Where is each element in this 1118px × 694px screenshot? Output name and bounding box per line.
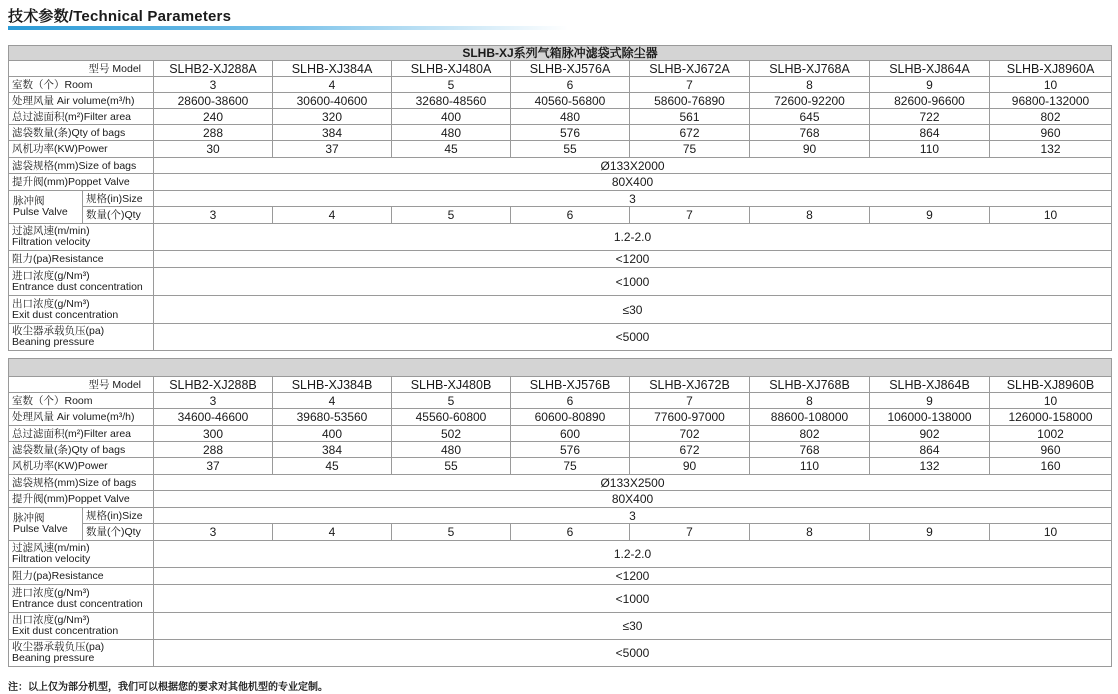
filtration-label-cn: 过滤风速(m/min) xyxy=(12,225,90,237)
room-cell: 3 xyxy=(154,393,273,409)
size-bags-row xyxy=(9,475,1112,491)
filter-area-row xyxy=(9,109,1112,125)
model-cell: SLHB-XJ576A xyxy=(511,61,630,77)
model-row xyxy=(9,377,1112,393)
size-bags-label: 滤袋规格(mm)Size of bags xyxy=(9,158,154,174)
filter-area-cell: 240 xyxy=(154,109,273,125)
filtration-row xyxy=(9,541,1112,568)
air-volume-cell: 30600-40600 xyxy=(273,93,392,109)
power-cell: 75 xyxy=(511,458,630,475)
entrance-label-cn: 进口浓度(g/Nm³) xyxy=(12,269,90,282)
room-cell: 10 xyxy=(990,393,1112,409)
air-volume-cell: 72600-92200 xyxy=(750,93,870,109)
air-volume-label: 处理风量 Air volume(m³/h) xyxy=(9,93,154,109)
poppet-label: 提升阀(mm)Poppet Valve xyxy=(9,174,154,191)
qty-bags-cell: 384 xyxy=(273,442,392,458)
qty-bags-row xyxy=(9,442,1112,458)
pulse-valve-label xyxy=(9,191,83,224)
bearing-label-en: Beaning pressure xyxy=(12,652,95,664)
air-volume-cell: 106000-138000 xyxy=(870,409,990,426)
filter-area-cell: 702 xyxy=(630,426,750,442)
model-cell: SLHB-XJ480A xyxy=(392,61,511,77)
poppet-row xyxy=(9,491,1112,508)
bearing-value: <5000 xyxy=(154,640,1112,667)
air-volume-cell: 34600-46600 xyxy=(154,409,273,426)
pulse-size-label: 规格(in)Size xyxy=(83,508,154,524)
power-cell: 30 xyxy=(154,141,273,158)
room-cell: 5 xyxy=(392,77,511,93)
poppet-value: 80X400 xyxy=(154,174,1112,191)
page-title: 技术参数/Technical Parameters xyxy=(8,8,232,25)
pulse-qty-label: 数量(个)Qty xyxy=(83,524,154,541)
room-cell: 5 xyxy=(392,393,511,409)
pulse-qty-cell: 3 xyxy=(154,524,273,541)
power-cell: 132 xyxy=(990,141,1112,158)
qty-bags-cell: 960 xyxy=(990,125,1112,141)
model-cell: SLHB2-XJ288A xyxy=(154,61,273,77)
resistance-value: <1200 xyxy=(154,568,1112,585)
room-cell: 7 xyxy=(630,393,750,409)
poppet-label: 提升阀(mm)Poppet Valve xyxy=(9,491,154,508)
pulse-qty-cell: 8 xyxy=(750,207,870,224)
air-volume-cell: 77600-97000 xyxy=(630,409,750,426)
filter-area-cell: 480 xyxy=(511,109,630,125)
pulse-qty-cell: 7 xyxy=(630,207,750,224)
air-volume-cell: 39680-53560 xyxy=(273,409,392,426)
pulse-qty-cell: 9 xyxy=(870,207,990,224)
exit-label-en: Exit dust concentration xyxy=(12,625,119,637)
pulse-qty-cell: 6 xyxy=(511,207,630,224)
pulse-valve-label-en: Pulse Valve xyxy=(13,206,68,218)
exit-label xyxy=(9,296,154,324)
pulse-qty-cell: 10 xyxy=(990,524,1112,541)
filter-area-cell: 645 xyxy=(750,109,870,125)
power-cell: 37 xyxy=(273,141,392,158)
filter-area-cell: 1002 xyxy=(990,426,1112,442)
room-cell: 8 xyxy=(750,393,870,409)
air-volume-label: 处理风量 Air volume(m³/h) xyxy=(9,409,154,426)
power-cell: 110 xyxy=(870,141,990,158)
room-cell: 9 xyxy=(870,77,990,93)
footnote: 注：以上仅为部分机型，我们可以根据您的要求对其他机型的专业定制。 xyxy=(8,682,328,693)
bearing-row xyxy=(9,640,1112,667)
pulse-size-row xyxy=(9,191,1112,207)
qty-bags-cell: 576 xyxy=(511,442,630,458)
pulse-size-value: 3 xyxy=(154,191,1112,207)
pulse-qty-label: 数量(个)Qty xyxy=(83,207,154,224)
pulse-qty-cell: 5 xyxy=(392,207,511,224)
room-cell: 7 xyxy=(630,77,750,93)
room-row xyxy=(9,77,1112,93)
pulse-qty-cell: 10 xyxy=(990,207,1112,224)
exit-value: ≤30 xyxy=(154,613,1112,640)
filter-area-label: 总过滤面积(m²)Filter area xyxy=(9,109,154,125)
filtration-value: 1.2-2.0 xyxy=(154,224,1112,251)
size-bags-label: 滤袋规格(mm)Size of bags xyxy=(9,475,154,491)
power-cell: 132 xyxy=(870,458,990,475)
model-cell: SLHB-XJ672A xyxy=(630,61,750,77)
qty-bags-cell: 960 xyxy=(990,442,1112,458)
air-volume-cell: 32680-48560 xyxy=(392,93,511,109)
qty-bags-cell: 480 xyxy=(392,442,511,458)
entrance-label-cn: 进口浓度(g/Nm³) xyxy=(12,586,90,599)
filtration-row xyxy=(9,224,1112,251)
filtration-label xyxy=(9,224,154,251)
power-cell: 37 xyxy=(154,458,273,475)
bearing-label-cn: 收尘器承载负压(pa) xyxy=(12,325,105,337)
bearing-row xyxy=(9,324,1112,351)
size-bags-value: Ø133X2000 xyxy=(154,158,1112,174)
entrance-label-en: Entrance dust concentration xyxy=(12,597,143,610)
qty-bags-cell: 384 xyxy=(273,125,392,141)
room-cell: 4 xyxy=(273,393,392,409)
air-volume-cell: 96800-132000 xyxy=(990,93,1112,109)
qty-bags-cell: 864 xyxy=(870,442,990,458)
qty-bags-cell: 864 xyxy=(870,125,990,141)
filter-area-cell: 802 xyxy=(990,109,1112,125)
air-volume-cell: 45560-60800 xyxy=(392,409,511,426)
power-cell: 55 xyxy=(511,141,630,158)
model-row xyxy=(9,61,1112,77)
model-cell: SLHB-XJ576B xyxy=(511,377,630,393)
filter-area-cell: 400 xyxy=(392,109,511,125)
exit-label-cn: 出口浓度(g/Nm³) xyxy=(12,614,90,626)
spec-table-b xyxy=(8,358,1112,667)
pulse-qty-cell: 4 xyxy=(273,207,392,224)
room-cell: 9 xyxy=(870,393,990,409)
filtration-label-en: Filtration velocity xyxy=(12,236,91,248)
pulse-qty-row xyxy=(9,207,1112,224)
bearing-label xyxy=(9,640,154,667)
exit-row xyxy=(9,613,1112,640)
model-cell: SLHB-XJ672B xyxy=(630,377,750,393)
filter-area-cell: 502 xyxy=(392,426,511,442)
air-volume-cell: 60600-80890 xyxy=(511,409,630,426)
room-cell: 6 xyxy=(511,77,630,93)
model-cell: SLHB-XJ480B xyxy=(392,377,511,393)
power-label: 风机功率(KW)Power xyxy=(9,458,154,475)
filter-area-cell: 802 xyxy=(750,426,870,442)
entrance-label xyxy=(9,268,154,296)
pulse-qty-row xyxy=(9,524,1112,541)
exit-label-en: Exit dust concentration xyxy=(12,308,119,321)
air-volume-cell: 126000-158000 xyxy=(990,409,1112,426)
size-bags-row xyxy=(9,158,1112,174)
power-cell: 160 xyxy=(990,458,1112,475)
exit-value: ≤30 xyxy=(154,296,1112,324)
filter-area-cell: 561 xyxy=(630,109,750,125)
qty-bags-cell: 768 xyxy=(750,125,870,141)
poppet-row xyxy=(9,174,1112,191)
pulse-qty-cell: 7 xyxy=(630,524,750,541)
qty-bags-cell: 288 xyxy=(154,125,273,141)
pulse-valve-label-cn: 脉冲阀 xyxy=(13,195,45,207)
entrance-label-en: Entrance dust concentration xyxy=(12,280,143,293)
entrance-value: <1000 xyxy=(154,268,1112,296)
resistance-value: <1200 xyxy=(154,251,1112,268)
air-volume-row xyxy=(9,93,1112,109)
qty-bags-cell: 576 xyxy=(511,125,630,141)
entrance-value: <1000 xyxy=(154,585,1112,613)
exit-label-cn: 出口浓度(g/Nm³) xyxy=(12,297,90,310)
room-cell: 8 xyxy=(750,77,870,93)
table-title: SLHB-XJ系列气箱脉冲滤袋式除尘器 xyxy=(9,46,1112,61)
qty-bags-cell: 768 xyxy=(750,442,870,458)
pulse-size-row xyxy=(9,508,1112,524)
power-row xyxy=(9,141,1112,158)
room-cell: 10 xyxy=(990,77,1112,93)
pulse-qty-cell: 5 xyxy=(392,524,511,541)
pulse-qty-cell: 3 xyxy=(154,207,273,224)
model-cell: SLHB-XJ768B xyxy=(750,377,870,393)
qty-bags-cell: 288 xyxy=(154,442,273,458)
qty-bags-cell: 672 xyxy=(630,125,750,141)
power-cell: 75 xyxy=(630,141,750,158)
filter-area-row xyxy=(9,426,1112,442)
resistance-row xyxy=(9,251,1112,268)
power-label: 风机功率(KW)Power xyxy=(9,141,154,158)
pulse-qty-cell: 4 xyxy=(273,524,392,541)
model-cell: SLHB-XJ384A xyxy=(273,61,392,77)
pulse-qty-cell: 9 xyxy=(870,524,990,541)
filtration-label-cn: 过滤风速(m/min) xyxy=(12,542,90,554)
qty-bags-cell: 480 xyxy=(392,125,511,141)
filter-area-label: 总过滤面积(m²)Filter area xyxy=(9,426,154,442)
bearing-label-en: Beaning pressure xyxy=(12,336,95,348)
separator-bar xyxy=(9,359,1112,377)
room-label: 室数（个）Room xyxy=(9,393,154,409)
power-cell: 110 xyxy=(750,458,870,475)
power-cell: 55 xyxy=(392,458,511,475)
model-label: 型号 Model xyxy=(9,377,154,393)
filter-area-cell: 300 xyxy=(154,426,273,442)
power-cell: 90 xyxy=(750,141,870,158)
pulse-qty-cell: 8 xyxy=(750,524,870,541)
air-volume-row xyxy=(9,409,1112,426)
bearing-label-cn: 收尘器承载负压(pa) xyxy=(12,641,105,653)
model-cell: SLHB-XJ864A xyxy=(870,61,990,77)
qty-bags-cell: 672 xyxy=(630,442,750,458)
power-cell: 45 xyxy=(273,458,392,475)
qty-bags-row xyxy=(9,125,1112,141)
filter-area-cell: 722 xyxy=(870,109,990,125)
filter-area-cell: 600 xyxy=(511,426,630,442)
poppet-value: 80X400 xyxy=(154,491,1112,508)
filtration-value: 1.2-2.0 xyxy=(154,541,1112,568)
filter-area-cell: 902 xyxy=(870,426,990,442)
power-cell: 45 xyxy=(392,141,511,158)
filter-area-cell: 320 xyxy=(273,109,392,125)
filtration-label xyxy=(9,541,154,568)
pulse-valve-label-en: Pulse Valve xyxy=(13,523,68,535)
pulse-size-value: 3 xyxy=(154,508,1112,524)
pulse-size-label: 规格(in)Size xyxy=(83,191,154,207)
air-volume-cell: 40560-56800 xyxy=(511,93,630,109)
air-volume-cell: 82600-96600 xyxy=(870,93,990,109)
filter-area-cell: 400 xyxy=(273,426,392,442)
model-cell: SLHB-XJ384B xyxy=(273,377,392,393)
qty-bags-label: 滤袋数量(条)Qty of bags xyxy=(9,125,154,141)
title-underline xyxy=(8,26,568,30)
air-volume-cell: 28600-38600 xyxy=(154,93,273,109)
table-title-row xyxy=(9,46,1112,61)
pulse-valve-label xyxy=(9,508,83,541)
room-cell: 3 xyxy=(154,77,273,93)
filtration-label-en: Filtration velocity xyxy=(12,553,91,565)
spec-table-a xyxy=(8,45,1112,351)
bearing-value: <5000 xyxy=(154,324,1112,351)
pulse-valve-label-cn: 脉冲阀 xyxy=(13,512,45,524)
room-label: 室数（个）Room xyxy=(9,77,154,93)
bearing-label xyxy=(9,324,154,351)
model-cell: SLHB-XJ768A xyxy=(750,61,870,77)
resistance-label: 阻力(pa)Resistance xyxy=(9,568,154,585)
resistance-row xyxy=(9,568,1112,585)
resistance-label: 阻力(pa)Resistance xyxy=(9,251,154,268)
model-cell: SLHB-XJ864B xyxy=(870,377,990,393)
separator-row xyxy=(9,359,1112,377)
model-cell: SLHB2-XJ288B xyxy=(154,377,273,393)
qty-bags-label: 滤袋数量(条)Qty of bags xyxy=(9,442,154,458)
entrance-label xyxy=(9,585,154,613)
model-cell: SLHB-XJ8960A xyxy=(990,61,1112,77)
pulse-qty-cell: 6 xyxy=(511,524,630,541)
exit-label xyxy=(9,613,154,640)
size-bags-value: Ø133X2500 xyxy=(154,475,1112,491)
room-cell: 4 xyxy=(273,77,392,93)
air-volume-cell: 58600-76890 xyxy=(630,93,750,109)
power-cell: 90 xyxy=(630,458,750,475)
model-label: 型号 Model xyxy=(9,61,154,77)
exit-row xyxy=(9,296,1112,324)
air-volume-cell: 88600-108000 xyxy=(750,409,870,426)
room-cell: 6 xyxy=(511,393,630,409)
entrance-row xyxy=(9,585,1112,613)
entrance-row xyxy=(9,268,1112,296)
room-row xyxy=(9,393,1112,409)
model-cell: SLHB-XJ8960B xyxy=(990,377,1112,393)
power-row xyxy=(9,458,1112,475)
